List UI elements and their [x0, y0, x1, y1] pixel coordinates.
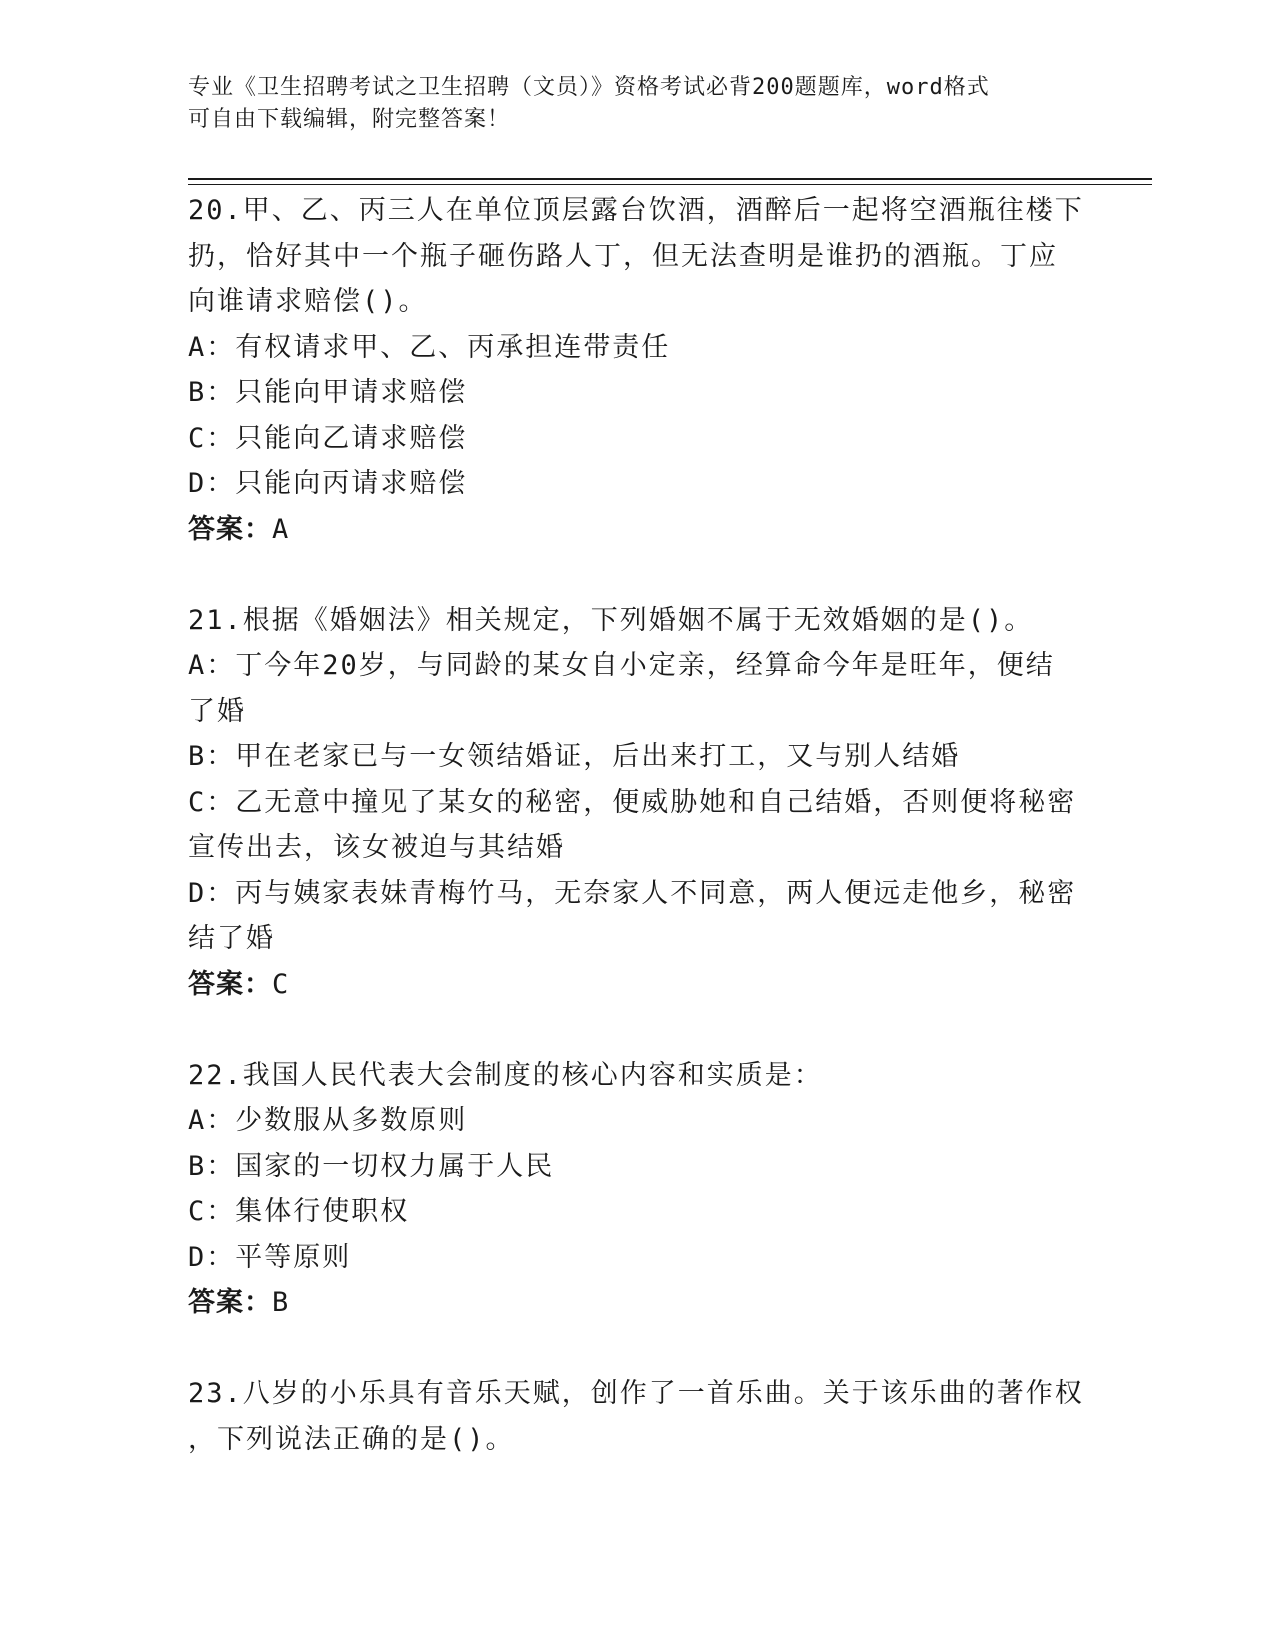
question-stem-line: 21.根据《婚姻法》相关规定，下列婚姻不属于无效婚姻的是()。 [188, 604, 1034, 636]
header-divider-thin [188, 184, 1152, 185]
option-d: D：平等原则 [188, 1241, 352, 1273]
answer-value: B [272, 1287, 291, 1318]
option-b: B：甲在老家已与一女领结婚证，后出来打工，又与别人结婚 [188, 741, 961, 772]
question-23 [188, 1371, 1088, 1462]
option-c-continued: 宣传出去，该女被迫与其结婚 [188, 832, 565, 863]
option-d: D：丙与姨家表妹青梅竹马，无奈家人不同意，两人便远走他乡，秘密 [188, 877, 1077, 909]
question-stem-line: 22.我国人民代表大会制度的核心内容和实质是： [188, 1059, 823, 1091]
question-20 [188, 188, 1088, 552]
answer-line [188, 1280, 1088, 1326]
question-22 [188, 1053, 1088, 1326]
header-line-1: 专业《卫生招聘考试之卫生招聘（文员）》资格考试必背200题题库，word格式 [188, 75, 990, 100]
answer-label: 答案： [188, 968, 272, 1000]
question-list [188, 188, 1088, 1508]
question-stem-line: 向谁请求赔偿()。 [188, 286, 428, 317]
answer-label: 答案： [188, 513, 272, 545]
option-b: B：只能向甲请求赔偿 [188, 377, 468, 408]
question-stem-line: 23.八岁的小乐具有音乐天赋，创作了一首乐曲。关于该乐曲的著作权 [188, 1378, 1084, 1409]
answer-label: 答案： [188, 1287, 272, 1318]
question-stem-line: ，下列说法正确的是()。 [188, 1423, 515, 1455]
answer-line [188, 962, 1088, 1008]
answer-line [188, 507, 1088, 553]
question-stem-line: 20.甲、乙、丙三人在单位顶层露台饮酒，酒醉后一起将空酒瓶往楼下 [188, 195, 1084, 226]
question-stem-line: 扔，恰好其中一个瓶子砸伤路人丁，但无法查明是谁扔的酒瓶。丁应 [188, 240, 1058, 272]
option-a-continued: 了婚 [188, 695, 246, 727]
header-divider-thick [188, 178, 1152, 180]
answer-value: A [272, 513, 291, 545]
header-line-2: 可自由下载编辑，附完整答案！ [188, 107, 511, 132]
option-c: C：只能向乙请求赔偿 [188, 422, 468, 454]
option-a: A：少数服从多数原则 [188, 1105, 468, 1136]
answer-value: C [272, 968, 291, 1000]
question-21 [188, 598, 1088, 1008]
option-c: C：集体行使职权 [188, 1196, 410, 1227]
option-a: A：有权请求甲、乙、丙承担连带责任 [188, 331, 671, 363]
option-b: B：国家的一切权力属于人民 [188, 1150, 555, 1182]
document-header [188, 72, 1068, 136]
option-d-continued: 结了婚 [188, 923, 275, 954]
option-a: A：丁今年20岁，与同龄的某女自小定亲，经算命今年是旺年，便结 [188, 650, 1055, 681]
option-c: C：乙无意中撞见了某女的秘密，便威胁她和自己结婚，否则便将秘密 [188, 786, 1077, 818]
option-d: D：只能向丙请求赔偿 [188, 468, 468, 499]
